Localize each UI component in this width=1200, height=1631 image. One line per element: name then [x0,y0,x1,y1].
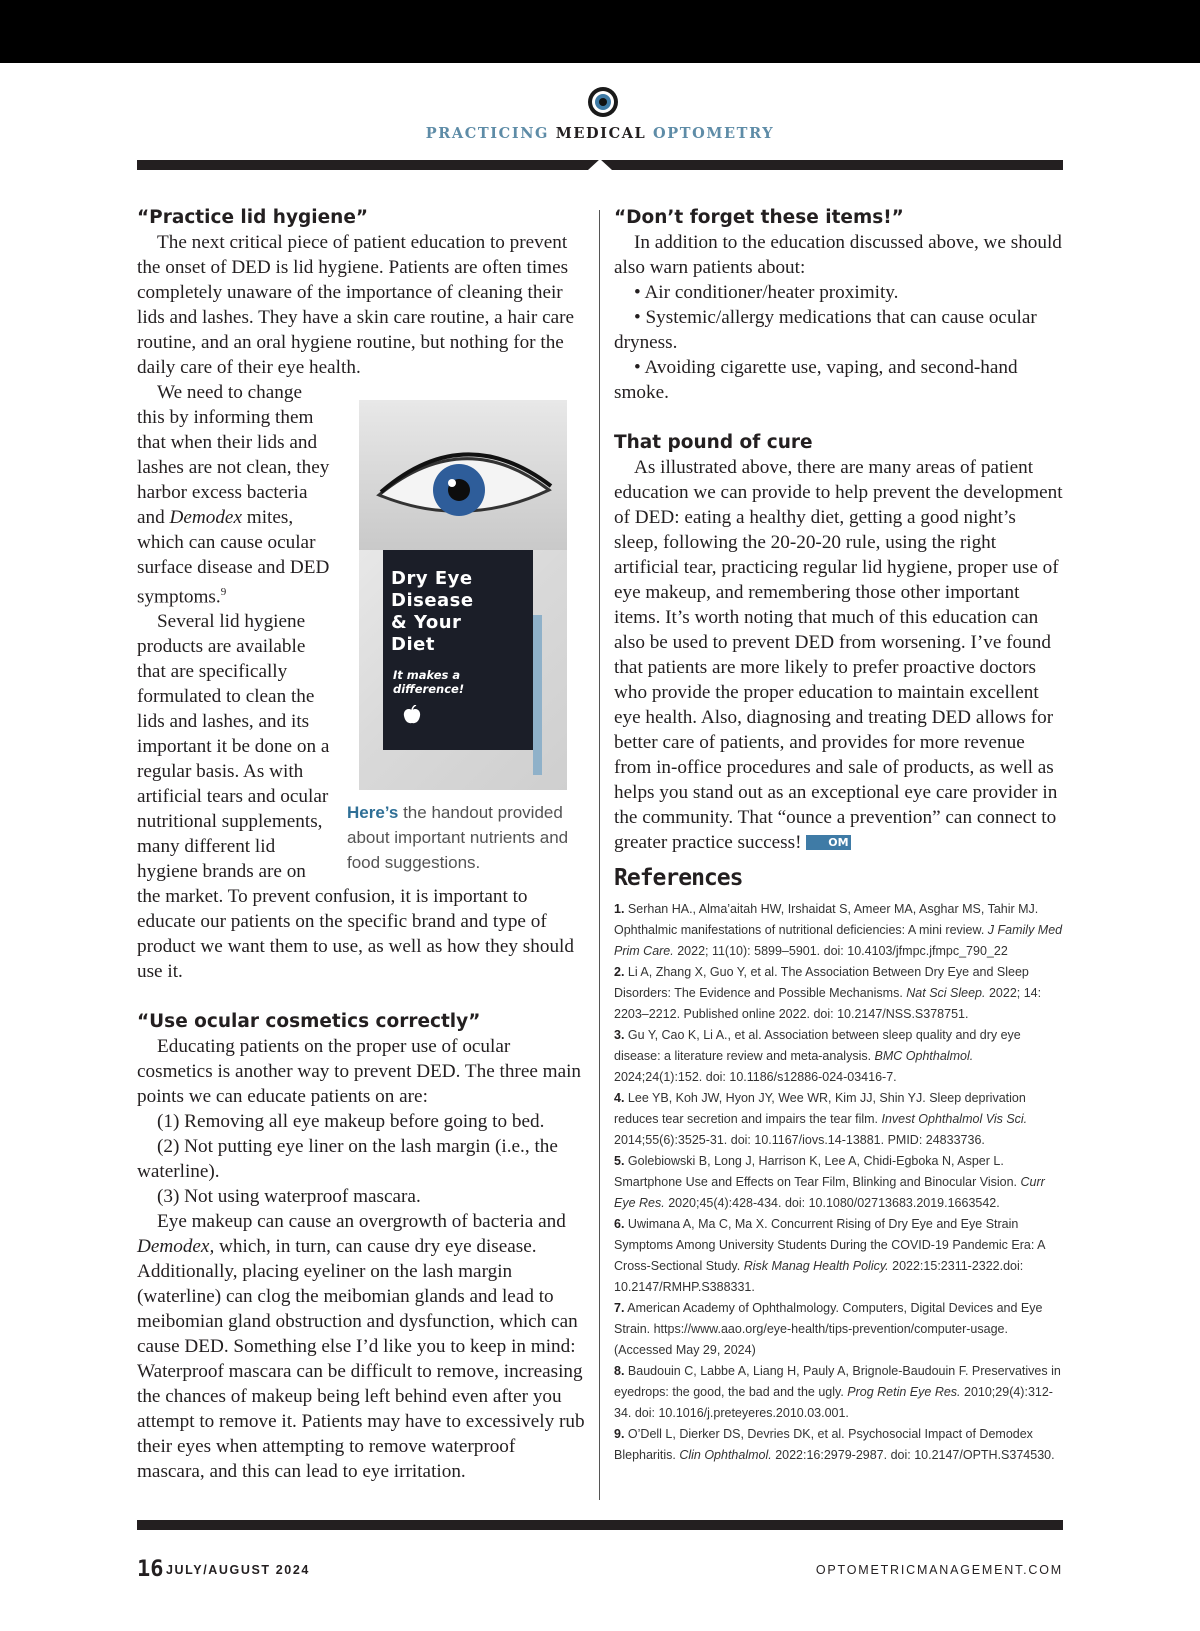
reference-list [614,899,1063,1466]
footer-rule [137,1520,1063,1530]
emphasis-text: Demodex [169,507,242,528]
apple-icon [403,705,421,725]
reference-text: American Academy of Ophthalmology. Computers, Digital Devices and Eye Strain. https://www.aao.org/eye-health/tips-prevention/computer-usage. (Accessed May 29, 2024) [614,1301,1043,1357]
paragraph-text: Several lid hygiene products are available that are specifically formulated to clean the lids and lashes, and its important it be done on a regular basis. As with artificial tears and ocular nutritional supplements, many different lid hygiene brands are on the market. To prevent confusion, it is important to educate our patients on the specific brand and type of product we want them to use, as well as how they should use it. [137,611,574,983]
paragraph-text: We need to change this by informing them that when their lids and lashes are not clean, they harbor excess bacteria and [137,382,330,528]
top-black-bar [0,0,1200,63]
issue-date: JULY/AUGUST 2024 [166,1563,310,1577]
list-item: (2) Not putting eye liner on the lash margin (i.e., the waterline). [137,1136,558,1183]
section-label-practicing: PRACTICING [425,125,550,142]
bullet-item: • Systemic/allergy medications that can cause ocular dryness. [614,307,1037,353]
paragraph [137,1034,587,1109]
handout-title-line: Diet [391,634,435,655]
reference-number: 2. [614,965,625,979]
section-label-optometry: OPTOMETRY [653,125,775,142]
website-link[interactable]: OPTOMETRICMANAGEMENT.COM [815,1563,1063,1577]
handout-title-line: Disease [391,590,474,611]
reference-item [614,1025,1063,1088]
heading-pound-of-cure: That pound of cure [614,432,813,453]
reference-text: 2022:15:2311-2322.doi: 10.2147/RMHP.S388331. [614,1259,1024,1294]
reference-text: 2014;55(6):3525-31. doi: 10.1167/iovs.14-13881. PMID: 24833736. [614,1133,985,1147]
reference-journal: J Family Med Prim Care. [614,923,1063,958]
caption-text: the handout provided about important nutrients and food suggestions. [347,803,569,872]
reference-journal: Risk Manag Health Policy. [743,1259,889,1273]
handout-figure [347,400,587,875]
reference-item [614,1214,1063,1298]
page-number: 16 [137,1557,164,1582]
handout-title-line: & Your [391,612,462,633]
reference-text: Gu Y, Cao K, Li A., et al. Association between sleep quality and dry eye disease: a literature review and meta-analysis. [614,1028,1021,1063]
reference-text: 2022; 11(10): 5899–5901. doi: 10.4103/jfmpc.jfmpc_790_22 [673,944,1008,958]
paragraph-text: The next critical piece of patient education to prevent the onset of DED is lid hygiene. Patients are often times completely unaware of the importance of cleaning their lids and lashes. They have a skin care routine, a hair care routine, and an oral hygiene routine, but nothing for the daily care of their eye health. [137,232,575,378]
reference-text: 2022; 14: 2203–2212. Published online 2022. doi: 10.2147/NSS.S378751. [614,986,1042,1021]
section-label [0,125,1200,142]
reference-number: 4. [614,1091,625,1105]
reference-number: 8. [614,1364,625,1378]
eye-illustration-icon [359,400,567,550]
column-divider [599,210,600,1500]
reference-number: 5. [614,1154,625,1168]
reference-text: Golebiowski B, Long J, Harrison K, Lee A, Chidi-Egboka N, Asper L. Smartphone Use and Effects on Tear Film, Blinking and Binocular Vision. [614,1154,1021,1189]
reference-number: 1. [614,902,625,916]
paragraph-text: Educating patients on the proper use of ocular cosmetics is another way to prevent DED. The three main points we can educate patients on are: [137,1036,582,1108]
reference-text: Uwimana A, Ma C, Ma X. Concurrent Rising of Dry Eye and Eye Strain Symptoms Among University Students During the COVID-19 Pandemic Era: A Cross-Sectional Study. [614,1217,1045,1273]
list-item: (3) Not using waterproof mascara. [157,1186,421,1208]
reference-item [614,962,1063,1025]
reference-item [614,1298,1063,1361]
paragraph-text: mites, which can cause ocular surface disease and DED symptoms. [137,507,330,608]
reference-item [614,1151,1063,1214]
eye-logo-icon [587,86,619,118]
paragraph-text: which, in turn, can cause dry eye disease. Additionally, placing eyeliner on the lash margin (waterline) can clog the meibomian glands and lead to meibomian gland obstruction and dysfunction, which can cause DED. Something else I’d like you to keep in mind: Waterproof mascara can be difficult to remove, increasing the chances of makeup being left behind even after you attempt to remove it. Patients may have to excessively rub their eyes when attempting to remove waterproof mascara, and this can lead to eye irritation. [137,1236,585,1483]
figure-caption [347,800,587,875]
reference-text: 2022:16:2979-2987. doi: 10.2147/OPTH.S374530. [771,1448,1055,1462]
reference-item [614,1088,1063,1151]
om-end-mark: OM [806,835,850,850]
handout-subtitle-line: It makes a [393,668,461,682]
reference-number: 6. [614,1217,625,1231]
list-item: (1) Removing all eye makeup before going to bed. [157,1111,545,1133]
bullet-item: • Air conditioner/heater proximity. [634,282,899,303]
handout-accent-bar [533,615,542,775]
paragraph-text: As illustrated above, there are many areas of patient education we can provide to help prevent the development of DED: eating a healthy diet, getting a good night’s sleep, following the 20-20-20 rule, using the right artificial tear, practicing regular lid hygiene, proper use of eye makeup, and remembering those other important items. It’s worth noting that much of this education can also be used to prevent DED from worsening. I’ve found that patients are more likely to prefer proactive doctors who provide the proper education to maintain excellent eye health. Also, diagnosing and treating DED allows for better care of patients, and provides for more revenue from in-office procedures and sale of products, as well as helps you stand out as an exceptional eye care provider in the community. That “ounce a prevention” can connect to greater practice success! [614,457,1063,853]
eye-photo [359,400,567,550]
paragraph [614,455,1063,855]
footnote-marker: 9 [220,586,227,598]
paragraph [137,1209,587,1484]
reference-journal: Prog Retin Eye Res. [847,1385,961,1399]
reference-text: Lee YB, Koh JW, Hyon JY, Wee WR, Kim JJ, Shin YJ. Sleep deprivation reduces tear secretion and impairs the tear film. [614,1091,1026,1126]
references-title: References [614,865,743,891]
reference-number: 3. [614,1028,625,1042]
reference-journal: Curr Eye Res. [614,1175,1045,1210]
reference-text: 2020;45(4):428-434. doi: 10.1080/02713683.2019.1663542. [664,1196,1000,1210]
reference-text: Serhan HA., Alma’aitah HW, Irshaidat S, Ameer MA, Asghar MS, Tahir MJ. Ophthalmic manifestations of nutritional deficiencies: A mini review. [614,902,1039,937]
reference-text: 2024;24(1):152. doi: 10.1186/s12886-024-03416-7. [614,1070,897,1084]
heading-lid-hygiene: “Practice lid hygiene” [137,207,369,228]
caption-lead: Here’s [347,803,399,822]
handout-image [359,400,567,790]
reference-item [614,899,1063,962]
reference-text: O’Dell L, Dierker DS, Devries DK, et al. Psychosocial Impact of Demodex Blepharitis. [614,1427,1033,1462]
reference-item [614,1361,1063,1424]
handout-title-line: Dry Eye [391,568,473,589]
spacer [137,984,587,1009]
spacer [614,405,1063,430]
header-rule [137,160,1063,170]
left-column [137,205,587,1484]
reference-journal: BMC Ophthalmol. [874,1049,974,1063]
reference-item [614,1424,1063,1466]
section-label-medical: MEDICAL [555,125,647,142]
paragraph-text: Eye makeup can cause an overgrowth of bacteria and [157,1211,566,1233]
handout-subtitle-line: difference! [393,682,465,696]
heading-dont-forget: “Don’t forget these items!” [614,207,904,228]
paragraph: In addition to the education discussed above, we should also warn patients about: [614,232,1062,278]
reference-journal: Nat Sci Sleep. [906,986,986,1000]
emphasis-text: Demodex, [137,1236,215,1258]
reference-text: Baudouin C, Labbe A, Liang H, Pauly A, Brignole-Baudouin F. Preservatives in eyedrops: the good, the bad and the ugly. [614,1364,1061,1399]
bullet-item: • Avoiding cigarette use, vaping, and second-hand smoke. [614,357,1018,403]
reference-text: Li A, Zhang X, Guo Y, et al. The Association Between Dry Eye and Sleep Disorders: The Evidence and Possible Mechanisms. [614,965,1029,1000]
paragraph [137,230,587,380]
reference-journal: Invest Ophthalmol Vis Sci. [881,1112,1028,1126]
heading-ocular-cosmetics: “Use ocular cosmetics correctly” [137,1011,481,1033]
reference-number: 9. [614,1427,625,1441]
reference-journal: Clin Ophthalmol. [679,1448,772,1462]
reference-text: 2010;29(4):312-34. doi: 10.1016/j.preteyeres.2010.03.001. [614,1385,1053,1420]
reference-number: 7. [614,1301,625,1315]
right-column [614,205,1063,1466]
